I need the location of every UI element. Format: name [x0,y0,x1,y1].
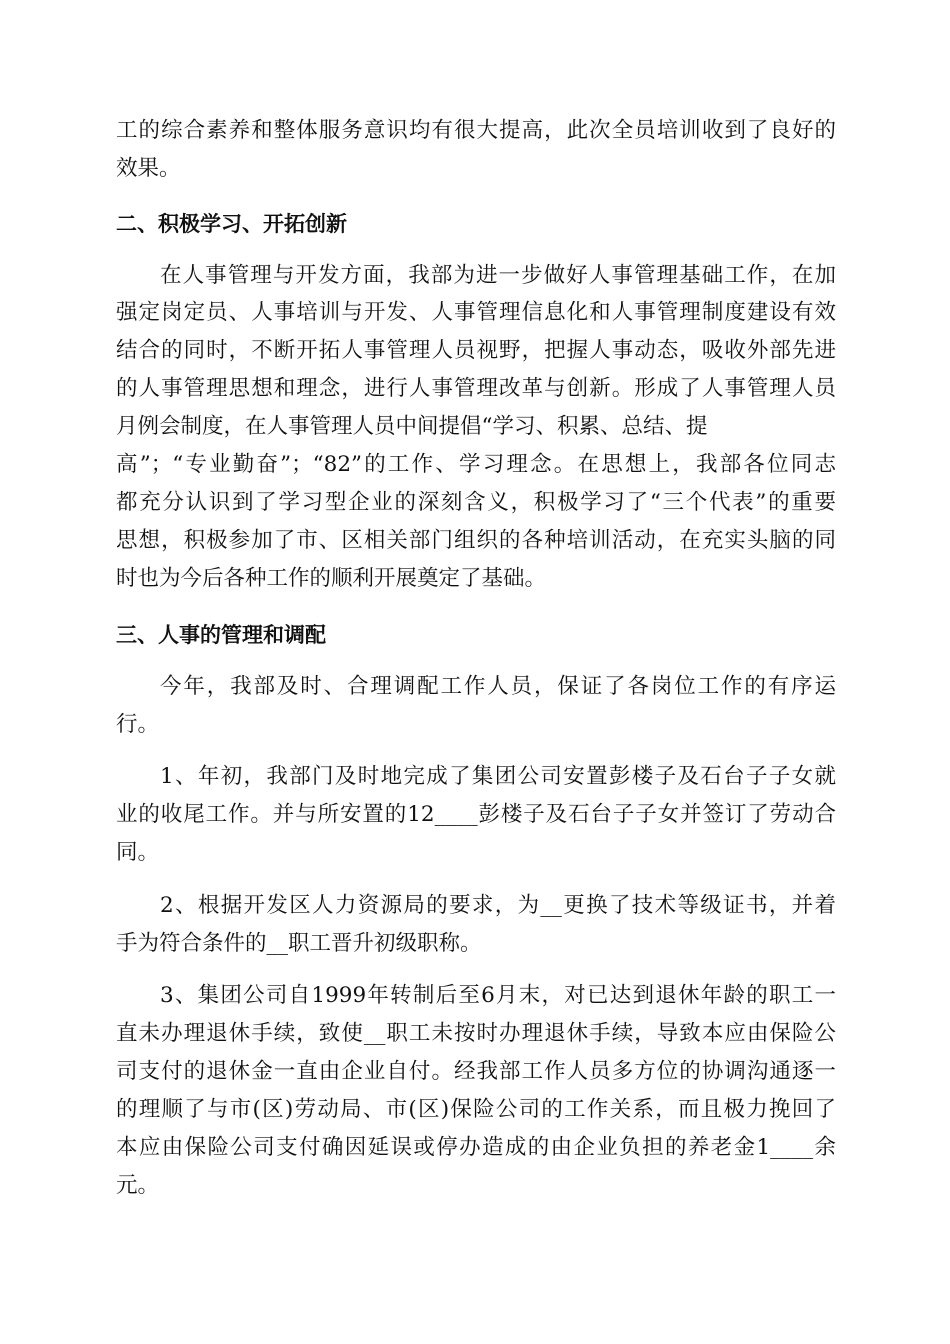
paragraph-line: 的人事管理思想和理念，进行人事管理改革与创新。形成了人事管理人员 [116,376,836,401]
paragraph-line: 手为符合条件的__职工晋升初级职称。 [116,931,482,956]
paragraph-line: 在人事管理与开发方面，我部为进一步做好人事管理基础工作，在加 [160,263,836,288]
paragraph-line: 本应由保险公司支付确因延误或停办造成的由企业负担的养老金1____余 [116,1135,836,1160]
paragraph-line: 业的收尾工作。并与所安置的12____彭楼子及石台子子女并签订了劳动合 [116,802,836,827]
paragraph-line: 强定岗定员、人事培训与开发、人事管理信息化和人事管理制度建设有效 [116,300,836,325]
paragraph-line: 月例会制度，在人事管理人员中间提倡“学习、积累、总结、提 [116,414,708,439]
paragraph-line: 高”；“专业勤奋”；“82”的工作、学习理念。在思想上，我部各位同志 [116,452,836,477]
section-heading-2: 二、积极学习、开拓创新 [116,212,347,236]
paragraph-line: 1、年初，我部门及时地完成了集团公司安置彭楼子及石台子子女就 [160,764,836,789]
paragraph-line: 今年，我部及时、合理调配工作人员，保证了各岗位工作的有序运 [160,674,836,699]
paragraph-line: 2、根据开发区人力资源局的要求，为__更换了技术等级证书，并着 [160,893,836,918]
paragraph-line: 3、集团公司自1999年转制后至6月末，对已达到退休年龄的职工一 [160,983,836,1008]
paragraph-line: 的理顺了与市(区)劳动局、市(区)保险公司的工作关系，而且极力挽回了 [116,1097,836,1122]
paragraph-line: 都充分认识到了学习型企业的深刻含义，积极学习了“三个代表”的重要 [116,490,836,515]
paragraph-line: 同。 [116,840,160,865]
paragraph-line: 元。 [116,1173,160,1198]
intro-line: 效果。 [116,156,181,181]
paragraph-line: 直未办理退休手续，致使__职工未按时办理退休手续，导致本应由保险公 [116,1021,836,1046]
paragraph-line: 行。 [116,712,160,737]
intro-line: 工的综合素养和整体服务意识均有很大提高，此次全员培训收到了良好的 [116,118,836,143]
paragraph-line: 司支付的退休金一直由企业自付。经我部工作人员多方位的协调沟通逐一 [116,1059,836,1084]
paragraph-line: 时也为今后各种工作的顺利开展奠定了基础。 [116,566,547,591]
paragraph-line: 思想，积极参加了市、区相关部门组织的各种培训活动，在充实头脑的同 [116,528,836,553]
section-heading-3: 三、人事的管理和调配 [116,623,326,647]
paragraph-line: 结合的同时，不断开拓人事管理人员视野，把握人事动态，吸收外部先进 [116,338,836,363]
